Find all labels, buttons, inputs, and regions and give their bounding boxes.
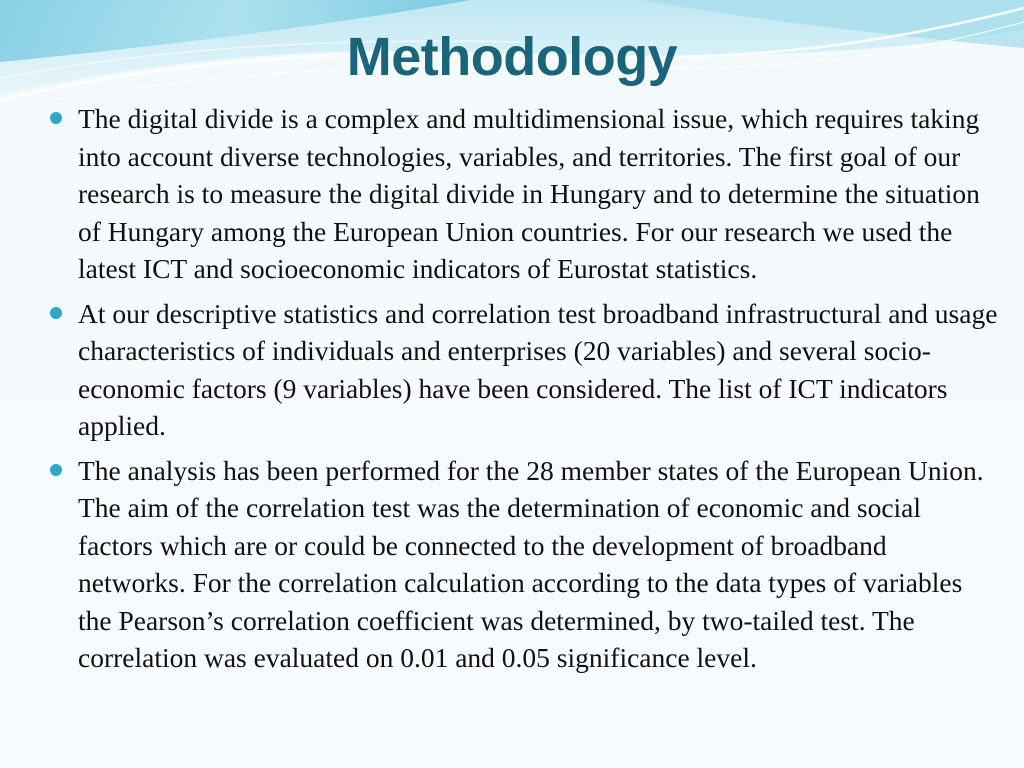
bullet-dot-icon [50,307,62,319]
bullet-item [50,295,1000,445]
bullet-dot-icon [50,464,62,476]
bullet-text: The analysis has been performed for the 28 member states of the European Union. The aim of the correlation test was the determination of economic and social factors which are or could be connected to the development of broadband networks. For the correlation calculation according to the data types of variables the Pearson’s correlation coefficient was determined, by two-tailed test. The correlation was evaluated on 0.01 and 0.05 significance level. [78,454,984,673]
bullet-item [50,452,1000,677]
bullet-text: The digital divide is a complex and multidimensional issue, which requires taking into account diverse technologies, variables, and territories. The first goal of our research is to measure the digital divide in Hungary and to determine the situation of Hungary among the European Union countries. For our research we used the latest ICT and socioeconomic indicators of Eurostat statistics. [78,103,980,284]
slide-title: Methodology [346,27,678,87]
bullet-item [50,100,1000,288]
bullet-list [50,100,1000,684]
bullet-dot-icon [50,112,62,124]
bullet-text: At our descriptive statistics and correlation test broadband infrastructural and usage characteristics of individuals and enterprises (20 variables) and several socio-economic factors (9 variables) have been considered. The list of ICT indicators applied. [78,297,998,441]
